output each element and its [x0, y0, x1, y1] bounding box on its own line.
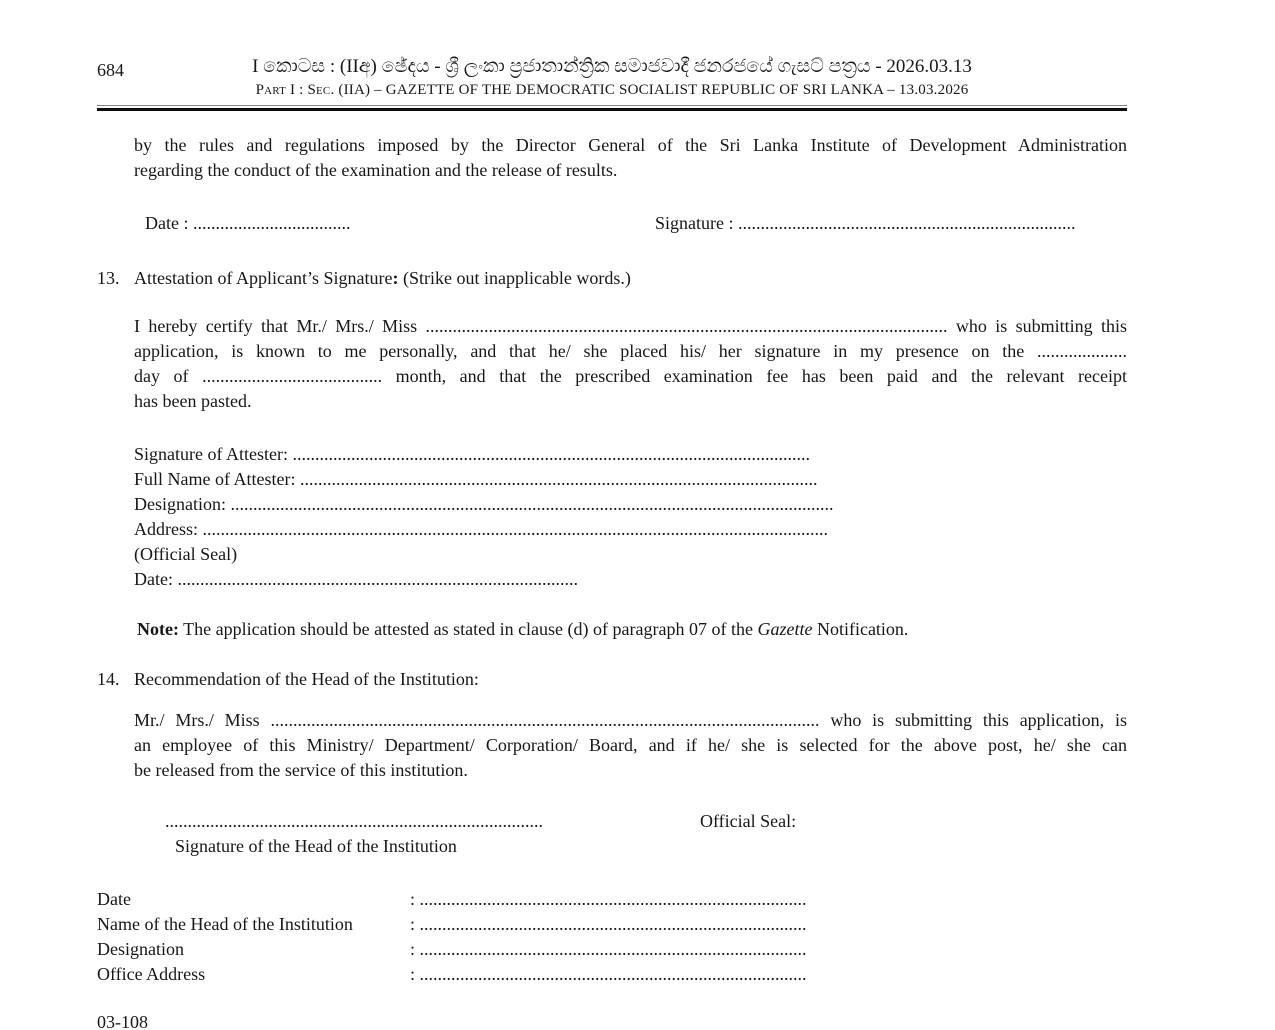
gazette-title-english: Part I : Sec. (IIA) – GAZETTE OF THE DEMOCRATIC SOCIALIST REPUBLIC OF SRI LANKA – 13.03.2026 — [255, 82, 969, 98]
attestation-line: has been pasted. — [134, 391, 252, 411]
field-row — [97, 937, 1127, 962]
note-label: Note: — [137, 619, 179, 639]
section-13-heading — [97, 266, 1127, 291]
field-label: Office Address — [97, 964, 206, 984]
attester-designation-line: Designation: ...................................................................................................................................... — [134, 494, 834, 514]
field-label: Name of the Head of the Institution — [97, 914, 353, 934]
official-seal-label: Official Seal: — [700, 811, 797, 831]
section-14-heading — [97, 667, 1127, 692]
attester-address-line: Address: ........................................................................................................................................... — [134, 519, 828, 539]
official-seal-placeholder: (Official Seal) — [134, 544, 238, 564]
attester-fields — [134, 442, 1127, 592]
head-signature-dots: .................................................................................... — [165, 811, 543, 831]
page-number: 684 — [97, 60, 124, 80]
field-label: Designation — [97, 939, 184, 959]
recommendation-line: be released from the service of this institution. — [134, 760, 468, 780]
item-number: 14. — [97, 669, 120, 689]
section-13-title-colon: : — [392, 268, 399, 288]
field-row — [97, 887, 1127, 912]
note-text-after: Notification. — [812, 619, 909, 639]
field-value: : ...................................................................................... — [410, 889, 807, 909]
field-row — [97, 962, 1127, 987]
intro-line: regarding the conduct of the examination and the release of results. — [134, 160, 618, 180]
page-content — [97, 133, 1127, 1030]
section-13-title-suffix: (Strike out inapplicable words.) — [398, 268, 631, 288]
recommendation-line: an employee of this Ministry/ Department/ Corporation/ Board, and if he/ she is selected for the above post, he/ she can — [134, 735, 1127, 755]
attester-signature-line: Signature of Attester: ................................................................................................................... — [134, 444, 810, 464]
signature-field: Signature : ........................................................................... — [655, 213, 1076, 233]
gazette-word-italic: Gazette — [757, 619, 813, 639]
attester-name-line: Full Name of Attester: ................................................................................................................... — [134, 469, 818, 489]
recommendation-line: Mr./ Mrs./ Miss .......................................................................................................................... who is submitting this application, is — [134, 710, 1127, 730]
field-value: : ...................................................................................... — [410, 939, 807, 959]
note — [137, 617, 1127, 642]
date-signature-row — [97, 211, 1127, 236]
attestation-paragraph — [134, 314, 1127, 414]
section-13-title — [134, 266, 631, 291]
item-number: 13. — [97, 268, 120, 288]
field-row — [97, 912, 1127, 937]
bottom-fields-table — [97, 887, 1127, 987]
section-13-title-text: Attestation of Applicant’s Signature — [134, 268, 393, 288]
attester-date-line: Date: ......................................................................................... — [134, 569, 578, 589]
attestation-line: application, is known to me personally, and that he/ she placed his/ her signature in my presence on the .................... — [134, 341, 1127, 361]
field-value: : ...................................................................................... — [410, 914, 807, 934]
field-value: : ...................................................................................... — [410, 964, 807, 984]
page-header — [0, 0, 1275, 111]
gazette-title-sinhala: I කොටස : (IIඅ) ඡේදය - ශ්‍රී ලංකා ප්‍රජාතාන්ත්‍රික සමාජවාදී ජනරජයේ ගැසට් පත්‍රය - 2026.03.13 — [252, 56, 972, 77]
attestation-line: day of ........................................ month, and that the prescribed examination fee has been paid and the relevant receipt — [134, 366, 1127, 386]
head-signature-caption: Signature of the Head of the Institution — [175, 836, 457, 856]
header-rule — [97, 105, 1127, 111]
recommendation-paragraph — [134, 708, 1127, 783]
note-text-before: The application should be attested as stated in clause (d) of paragraph 07 of the — [178, 619, 758, 639]
head-signature-row — [97, 809, 1127, 834]
intro-paragraph — [134, 133, 1127, 183]
section-14-title: Recommendation of the Head of the Institution: — [134, 669, 479, 689]
date-field: Date : ................................... — [145, 213, 351, 233]
attestation-line: I hereby certify that Mr./ Mrs./ Miss .................................................................................................................... who is submitting this — [134, 316, 1127, 336]
footer-notice-number: 03-108 — [97, 1012, 148, 1030]
intro-line: by the rules and regulations imposed by the Director General of the Sri Lanka Institute of Development Administration — [134, 135, 1127, 155]
field-label: Date — [97, 889, 131, 909]
